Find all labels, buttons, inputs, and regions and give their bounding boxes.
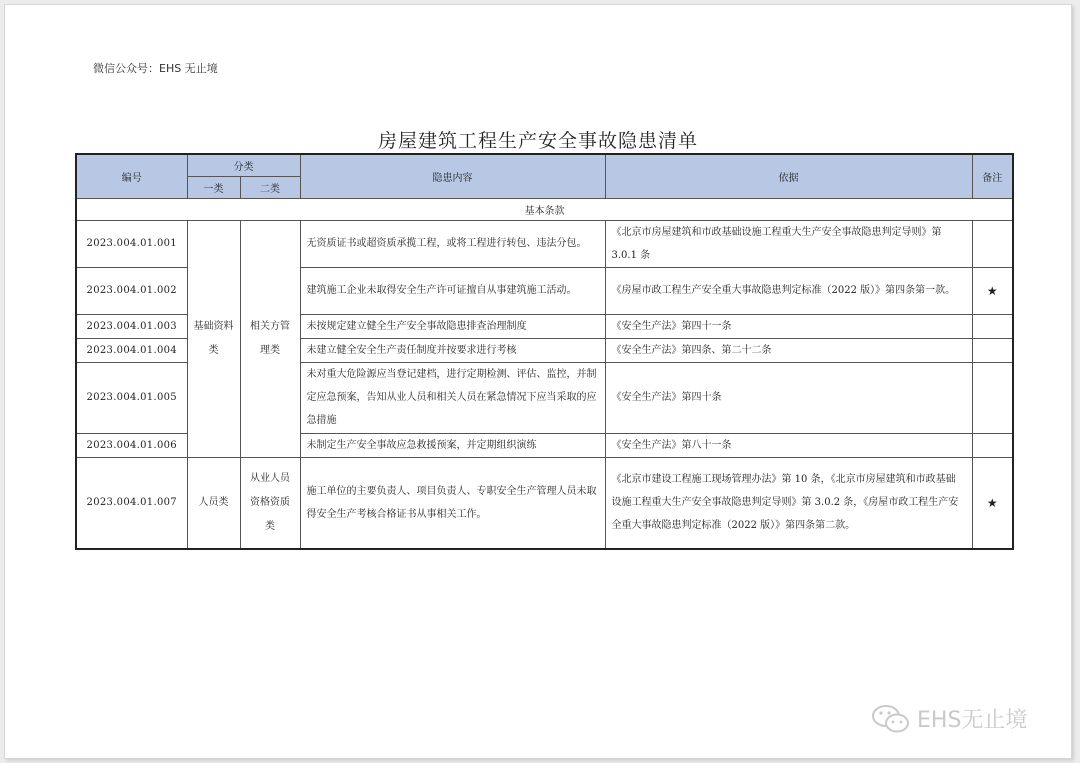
row-number: 2023.004.01.007 [76,457,187,549]
document-page [4,4,1072,759]
table-row [76,220,1013,267]
row-number: 2023.004.01.003 [76,314,187,338]
row-number: 2023.004.01.002 [76,267,187,314]
note-mark [972,362,1013,433]
header-cat1: 一类 [187,176,240,198]
hazard-basis: 《房屋市政工程生产安全重大事故隐患判定标准（2022 版）》第四条第一款。 [605,267,972,314]
category-1-cell: 人员类 [187,457,240,549]
header-note: 微信公众号：EHS 无止境 [93,62,218,75]
page-title: 房屋建筑工程生产安全事故隐患清单 [377,130,698,152]
row-number: 2023.004.01.005 [76,362,187,433]
note-mark: ★ [972,457,1013,549]
hazard-content: 无资质证书或超资质承揽工程，或将工程进行转包、违法分包。 [300,220,605,267]
row-number: 2023.004.01.006 [76,433,187,457]
header-number: 编号 [76,154,187,198]
hazard-basis: 《北京市建设工程施工现场管理办法》第 10 条，《北京市房屋建筑和市政基础设施工程重大生产安全事故隐患判定导则》第 3.0.2 条，《房屋市政工程生产安全重大事故隐患判定标准（2022 版）》第四条第二款。 [605,457,972,549]
header-category: 分类 [187,154,300,176]
hazard-basis: 《安全生产法》第八十一条 [605,433,972,457]
watermark [871,703,1027,734]
hazard-content: 建筑施工企业未取得安全生产许可证擅自从事建筑施工活动。 [300,267,605,314]
watermark-text: EHS无止境 [917,708,1028,733]
row-number: 2023.004.01.001 [76,220,187,267]
table-row [76,457,1013,549]
hazard-basis: 《安全生产法》第四十一条 [605,314,972,338]
hazard-content: 未建立健全安全生产责任制度并按要求进行考核 [300,338,605,362]
header-note: 备注 [972,154,1013,198]
hazard-table [75,153,1014,550]
header-basis: 依据 [605,154,972,198]
note-mark [972,433,1013,457]
hazard-basis: 《北京市房屋建筑和市政基础设施工程重大生产安全事故隐患判定导则》第 3.0.1 条 [605,220,972,267]
hazard-content: 未按规定建立健全生产安全事故隐患排查治理制度 [300,314,605,338]
section-heading: 基本条款 [76,198,1013,220]
hazard-content: 未对重大危险源应当登记建档，进行定期检测、评估、监控，并制定应急预案，告知从业人员和相关人员在紧急情况下应当采取的应急措施 [300,362,605,433]
wechat-icon [871,704,911,734]
category-1-cell: 基础资料类 [187,220,240,457]
hazard-content: 施工单位的主要负责人、项目负责人、专职安全生产管理人员未取得安全生产考核合格证书从事相关工作。 [300,457,605,549]
note-mark [972,338,1013,362]
note-mark: ★ [972,267,1013,314]
row-number: 2023.004.01.004 [76,338,187,362]
note-mark [972,314,1013,338]
hazard-content: 未制定生产安全事故应急救援预案，并定期组织演练 [300,433,605,457]
hazard-basis: 《安全生产法》第四十条 [605,362,972,433]
header-cat2: 二类 [240,176,300,198]
header-content: 隐患内容 [300,154,605,198]
hazard-basis: 《安全生产法》第四条、第二十二条 [605,338,972,362]
category-2-cell: 从业人员资格资质类 [240,457,300,549]
note-mark [972,220,1013,267]
category-2-cell: 相关方管理类 [240,220,300,457]
